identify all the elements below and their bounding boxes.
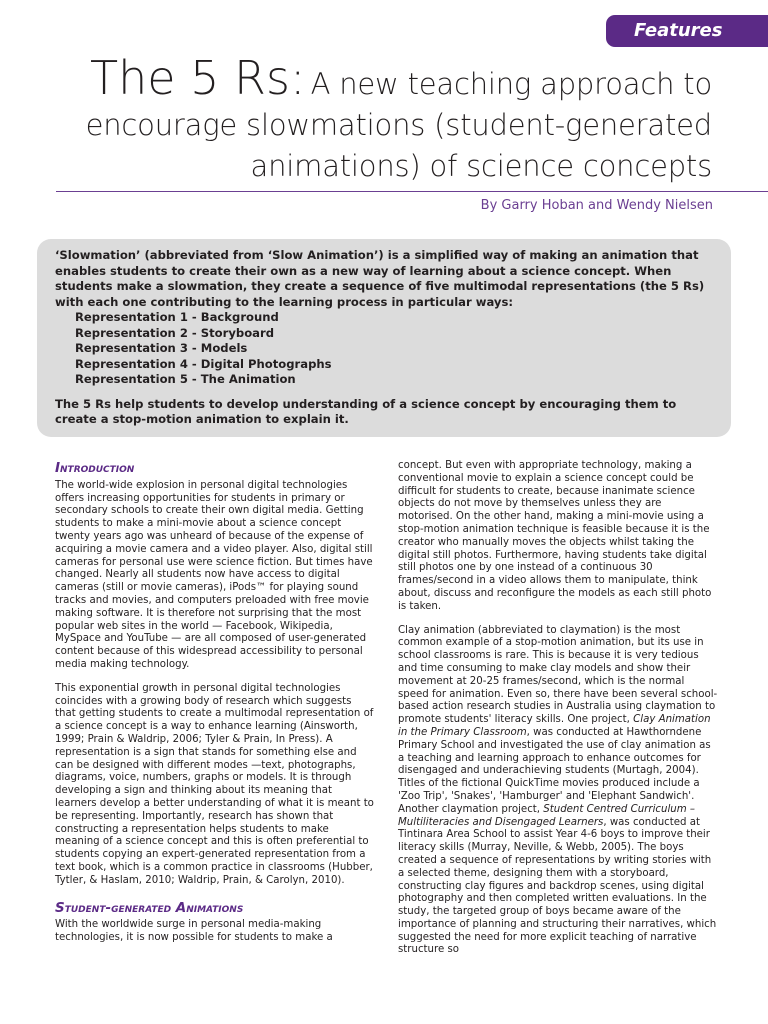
section-tab: Features bbox=[606, 15, 768, 47]
paragraph: concept. But even with appropriate technology, making a conventional movie to explain a science concept could be difficult for students to create, because inanimate science objects do not move by themselves unless they are motorised. On the other hand, making a mini-movie using a stop-motion animation technique is feasible because it is the creator who manually moves the objects whilst taking the digital still photos. Furthermore, having students take digital still photos one by one instead of a continuous 30 frames/second in a video allows them to manipulate, think about, discuss and reconfigure the models as each still photo is taken. bbox=[398, 460, 712, 612]
summary-intro: ‘Slowmation’ (abbreviated from ‘Slow Animation’) is a simplified way of making an animation that enables students to create their own as a new way of learning about a science concept. When students make a slowmation, they create a sequence of five multimodal representations (the 5 Rs) with each one contributing to the learning process in particular ways: bbox=[55, 248, 705, 309]
paragraph-claymation bbox=[398, 625, 718, 958]
byline: By Garry Hoban and Wendy Nielsen bbox=[480, 198, 713, 213]
project-title: Clay Animation in the Primary Classroom bbox=[398, 714, 711, 738]
title-divider bbox=[56, 191, 768, 192]
summary-closing: The 5 Rs help students to develop understanding of a science concept by encouraging them to create a stop-motion animation to explain it. bbox=[55, 396, 677, 426]
text-run: , was conducted at Hawthorndene Primary School and investigated the use of clay animation as a teaching and learning approach to enhance outcomes for disengaged and underachieving students (Murtagh, 2004). Titles of the fictional QuickTime movies produced include a 'Zoo Trip', 'Snakes', 'Hamburger' and 'Elephant Sandwich'. Another claymation project, bbox=[398, 726, 711, 815]
paragraph: With the worldwide surge in personal media-making technologies, it is now possible for students to make a bbox=[55, 919, 333, 944]
left-column bbox=[55, 462, 375, 956]
title-subtitle: A new teaching approach to encourage slowmations (student-generated animations) of science concepts bbox=[85, 67, 712, 183]
project-title: Student Centred Curriculum – Multiliteracies and Disengaged Learners bbox=[398, 803, 695, 828]
text-run: Clay animation (abbreviated to claymation) is the most common example of a stop-motion animation, but its use in school classrooms is rare. This is because it is very tedious and time consuming to make clay models and show their movement at 20-25 frames/second, which is the normal speed for animation. Even so, there have been several school-based action research studies in Australia using claymation to promote students' literacy skills. One project, bbox=[398, 624, 718, 726]
heading-student-animations: Student-generated Animations bbox=[55, 899, 244, 916]
heading-introduction: Introduction bbox=[55, 460, 135, 476]
representations-list bbox=[55, 310, 717, 388]
right-column bbox=[398, 460, 718, 968]
text-run: , was conducted at Tintinara Area School to assist Year 4-6 boys to improve their literacy skills (Murray, Neville, & Webb, 2005). The boys created a sequence of representations by writing stories with a selected theme, designing them with a storyboard, constructing clay figures and backdrop scenes, using digital photography and then completed written evaluations. In the study, the targeted group of boys became aware of the importance of planning and structuring their narratives, which suggested the need for more explicit teaching of narrative structure so bbox=[398, 816, 717, 956]
paragraph: The world-wide explosion in personal digital technologies offers increasing opportunities for students in primary or secondary schools to create their own digital media. Getting students to make a mini-movie about a science concept twenty years ago was unheard of because of the expense of acquiring a movie camera and a video player. Also, digital still cameras for personal use were science fiction. But times have changed. Nearly all students now have access to digital cameras (still or movie cameras), iPods™ for playing sound tracks and movies, and computers preloaded with free movie making software. It is therefore not surprising that the most popular web sites in the world — Facebook, Wikipedia, MySpace and YouTube — are all composed of user-generated content because of this widespread accessibility to personal media making technology. bbox=[55, 479, 373, 670]
paragraph: This exponential growth in personal digital technologies coincides with a growing body of research which suggests that getting students to create a multimodal representation of a science concept is a way to enhance learning (Ainsworth, 1999; Prain & Waldrip, 2006; Tyler & Prain, In Press). A representation is a sign that stands for something else and can be designed with different modes —text, photographs, diagrams, voice, numbers, graphs or models. It is through developing a sign and thinking about its meaning that learners develop a better understanding of what it is meant to be representing. Importantly, research has shown that constructing a representation helps students to make meaning of a science concept and this is often preferential to students copying an expert-generated representation from a text book, which is a common practice in classrooms (Hubber, Tytler, & Haslam, 2010; Waldrip, Prain, & Carolyn, 2010). bbox=[55, 682, 374, 886]
title-lead: The 5 Rs: bbox=[89, 51, 306, 105]
list-item: Representation 2 - Storyboard bbox=[75, 325, 275, 340]
list-item: Representation 3 - Models bbox=[75, 341, 248, 355]
list-item: Representation 1 - Background bbox=[75, 310, 279, 324]
article-title bbox=[32, 51, 712, 189]
list-item: Representation 4 - Digital Photographs bbox=[75, 356, 332, 371]
summary-box bbox=[37, 239, 731, 437]
list-item: Representation 5 - The Animation bbox=[75, 372, 296, 386]
